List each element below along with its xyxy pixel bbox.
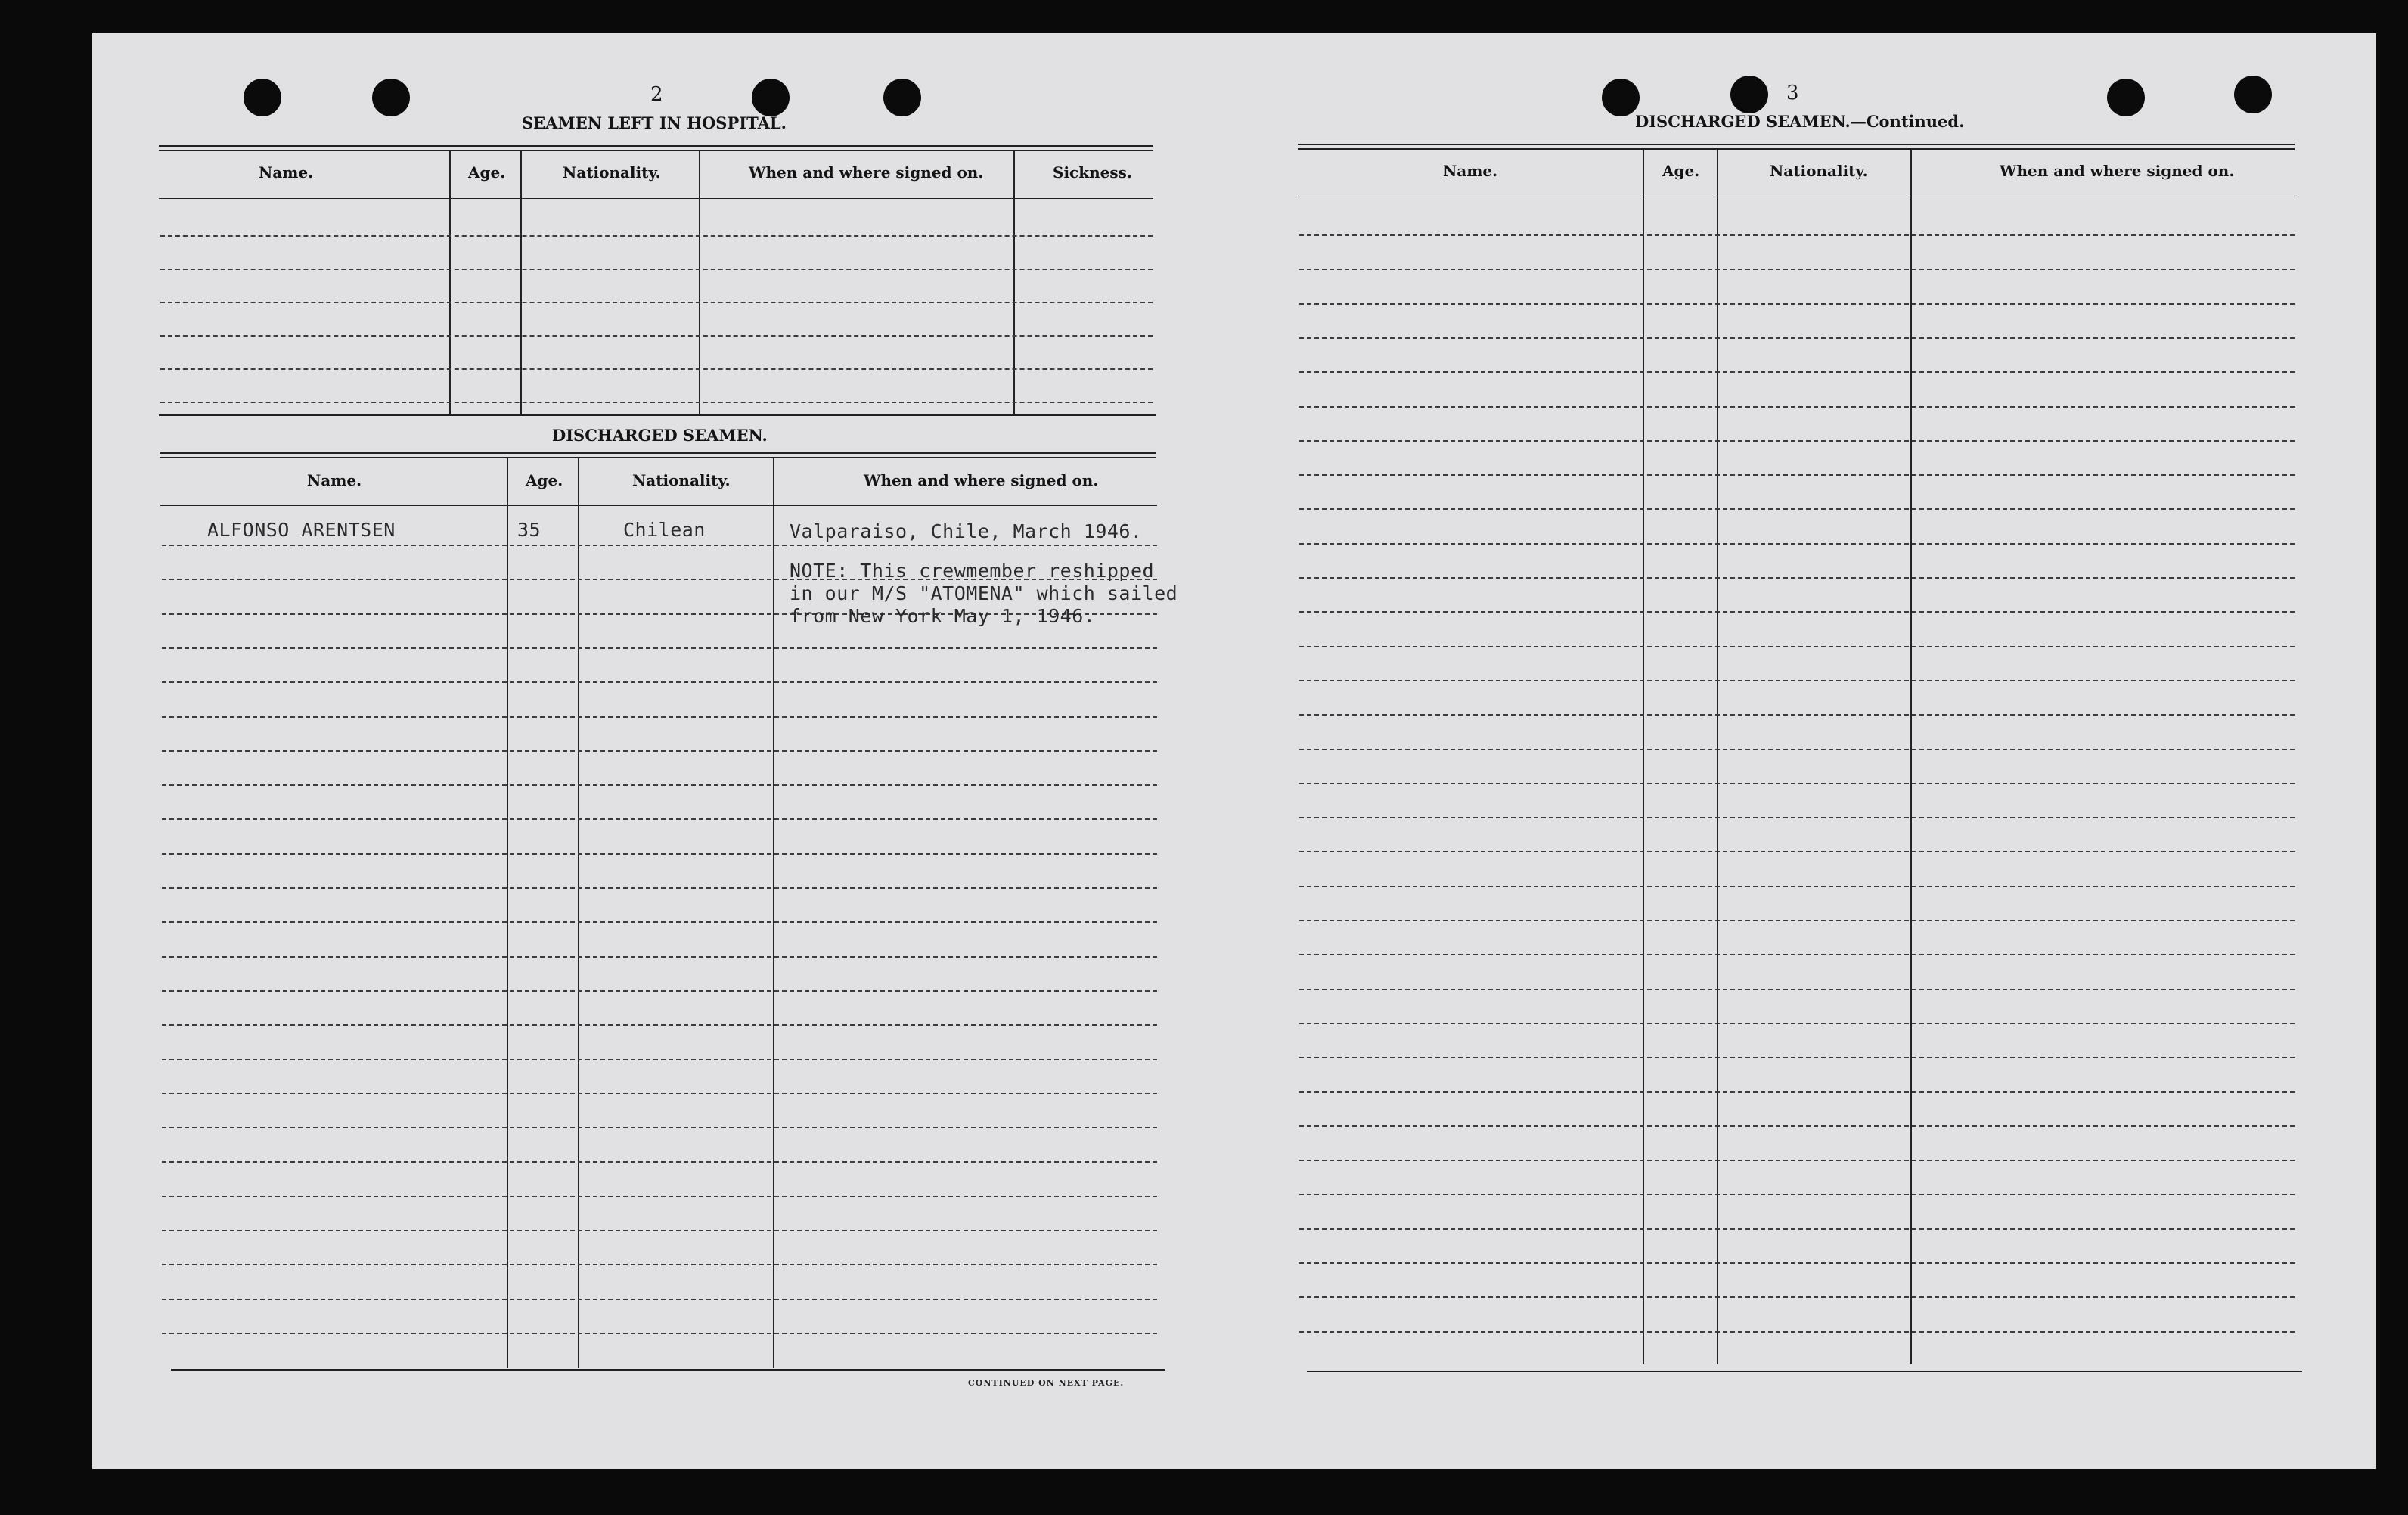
ruled-line [162, 853, 1157, 855]
table-rule [159, 150, 1153, 151]
ruled-line [1299, 234, 2295, 236]
ruled-line [1299, 474, 2295, 476]
ruled-line [1299, 646, 2295, 647]
ruled-line [1299, 577, 2295, 579]
table-rule [159, 145, 1153, 147]
ruled-line [1299, 1057, 2295, 1058]
ruled-line [1299, 1331, 2295, 1333]
ruled-line [1299, 1296, 2295, 1298]
ruled-line [162, 818, 1157, 820]
ruled-line [1299, 440, 2295, 442]
column-divider [520, 151, 522, 414]
ruled-line [1299, 1125, 2295, 1127]
column-header-signed-on: When and where signed on. [2000, 162, 2235, 180]
header-underline [159, 198, 1153, 199]
ruled-line [1299, 269, 2295, 270]
column-header-nationality: Nationality. [563, 163, 661, 182]
ruled-line [162, 1093, 1157, 1094]
ruled-line [162, 1059, 1157, 1060]
ruled-line [160, 402, 1153, 403]
column-header-age: Age. [526, 471, 563, 489]
column-header-signed-on: When and where signed on. [749, 163, 984, 182]
page-number: 2 [650, 83, 663, 106]
seaman-age: 35 [517, 519, 541, 541]
ruled-line [162, 1127, 1157, 1128]
column-header-nationality: Nationality. [1770, 162, 1868, 180]
ruled-line [1299, 303, 2295, 305]
ruled-line [1299, 1262, 2295, 1264]
column-divider [449, 151, 451, 414]
ruled-line [1299, 1194, 2295, 1195]
note-line: NOTE: This crewmember reshipped [790, 560, 1155, 582]
ruled-line [162, 1264, 1157, 1265]
seaman-nationality: Chilean [623, 519, 706, 541]
ruled-line [1299, 817, 2295, 818]
table-rule [159, 414, 1156, 416]
ruled-line [1299, 1023, 2295, 1024]
discharged-continued-title: DISCHARGED SEAMEN.—Continued. [1635, 112, 1965, 131]
ruled-line [160, 368, 1153, 370]
table-rule [1298, 148, 2295, 150]
ruled-line [162, 1333, 1157, 1334]
ruled-line [1299, 954, 2295, 955]
note-line: from New York May 1, 1946. [790, 605, 1096, 627]
ruled-line [1299, 611, 2295, 613]
seaman-name: ALFONSO ARENTSEN [207, 519, 396, 541]
ruled-line [1299, 989, 2295, 990]
continued-footer: CONTINUED ON NEXT PAGE. [968, 1378, 1125, 1388]
ruled-line [1299, 1228, 2295, 1230]
ruled-line [160, 269, 1153, 270]
column-divider [1717, 150, 1718, 1364]
column-header-signed-on: When and where signed on. [864, 471, 1099, 489]
ruled-line [1299, 337, 2295, 339]
ruled-line [1299, 371, 2295, 373]
column-header-sickness: Sickness. [1053, 163, 1132, 182]
punch-hole [2107, 79, 2145, 116]
ruled-line [162, 750, 1157, 752]
ruled-line [1299, 851, 2295, 852]
table-rule [1298, 144, 2295, 145]
ruled-line [162, 956, 1157, 958]
ruled-line [162, 1230, 1157, 1231]
punch-hole [1730, 76, 1768, 113]
ruled-line [162, 887, 1157, 889]
ruled-line [1299, 714, 2295, 716]
ruled-line [162, 545, 1157, 546]
ruled-line [162, 990, 1157, 992]
ruled-line [162, 647, 1157, 649]
punch-hole [2234, 76, 2272, 113]
table-bottom-rule [171, 1369, 1165, 1371]
table-rule [160, 457, 1156, 458]
ruled-line [162, 681, 1157, 683]
ruled-line [1299, 1091, 2295, 1093]
column-header-age: Age. [1662, 162, 1700, 180]
punch-hole [883, 79, 921, 116]
punch-hole [372, 79, 410, 116]
ruled-line [1299, 920, 2295, 921]
ruled-line [1299, 543, 2295, 545]
ruled-line [162, 784, 1157, 786]
column-header-name: Name. [259, 163, 314, 182]
ruled-line [160, 235, 1153, 237]
table-rule [160, 452, 1156, 454]
ruled-line [1299, 508, 2295, 510]
punch-hole [1602, 79, 1640, 116]
column-header-name: Name. [1443, 162, 1498, 180]
note-line: in our M/S "ATOMENA" which sailed [790, 582, 1178, 604]
ruled-line [1299, 680, 2295, 681]
seaman-signed-on: Valparaiso, Chile, March 1946. [790, 520, 1143, 542]
discharged-section-title: DISCHARGED SEAMEN. [552, 426, 768, 445]
punch-hole [244, 79, 281, 116]
ruled-line [1299, 783, 2295, 784]
hospital-section-title: SEAMEN LEFT IN HOSPITAL. [522, 113, 787, 132]
ruled-line [162, 1196, 1157, 1197]
column-divider [1910, 150, 1912, 1364]
table-bottom-rule [1307, 1371, 2302, 1372]
page-number: 3 [1786, 82, 1799, 104]
column-header-nationality: Nationality. [632, 471, 731, 489]
ruled-line [162, 1024, 1157, 1026]
ruled-line [162, 1161, 1157, 1163]
ruled-line [1299, 749, 2295, 750]
column-divider [1013, 151, 1015, 414]
ruled-line [1299, 1160, 2295, 1161]
ruled-line [160, 335, 1153, 337]
ruled-line [162, 1299, 1157, 1300]
ruled-line [1299, 886, 2295, 887]
column-divider [699, 151, 700, 414]
ruled-line [162, 921, 1157, 923]
ruled-line [160, 302, 1153, 303]
ruled-line [162, 716, 1157, 718]
ruled-line [1299, 406, 2295, 408]
punch-hole [752, 79, 790, 116]
header-underline [160, 505, 1157, 506]
column-divider [1643, 150, 1644, 1364]
column-header-name: Name. [307, 471, 362, 489]
column-header-age: Age. [468, 163, 506, 182]
